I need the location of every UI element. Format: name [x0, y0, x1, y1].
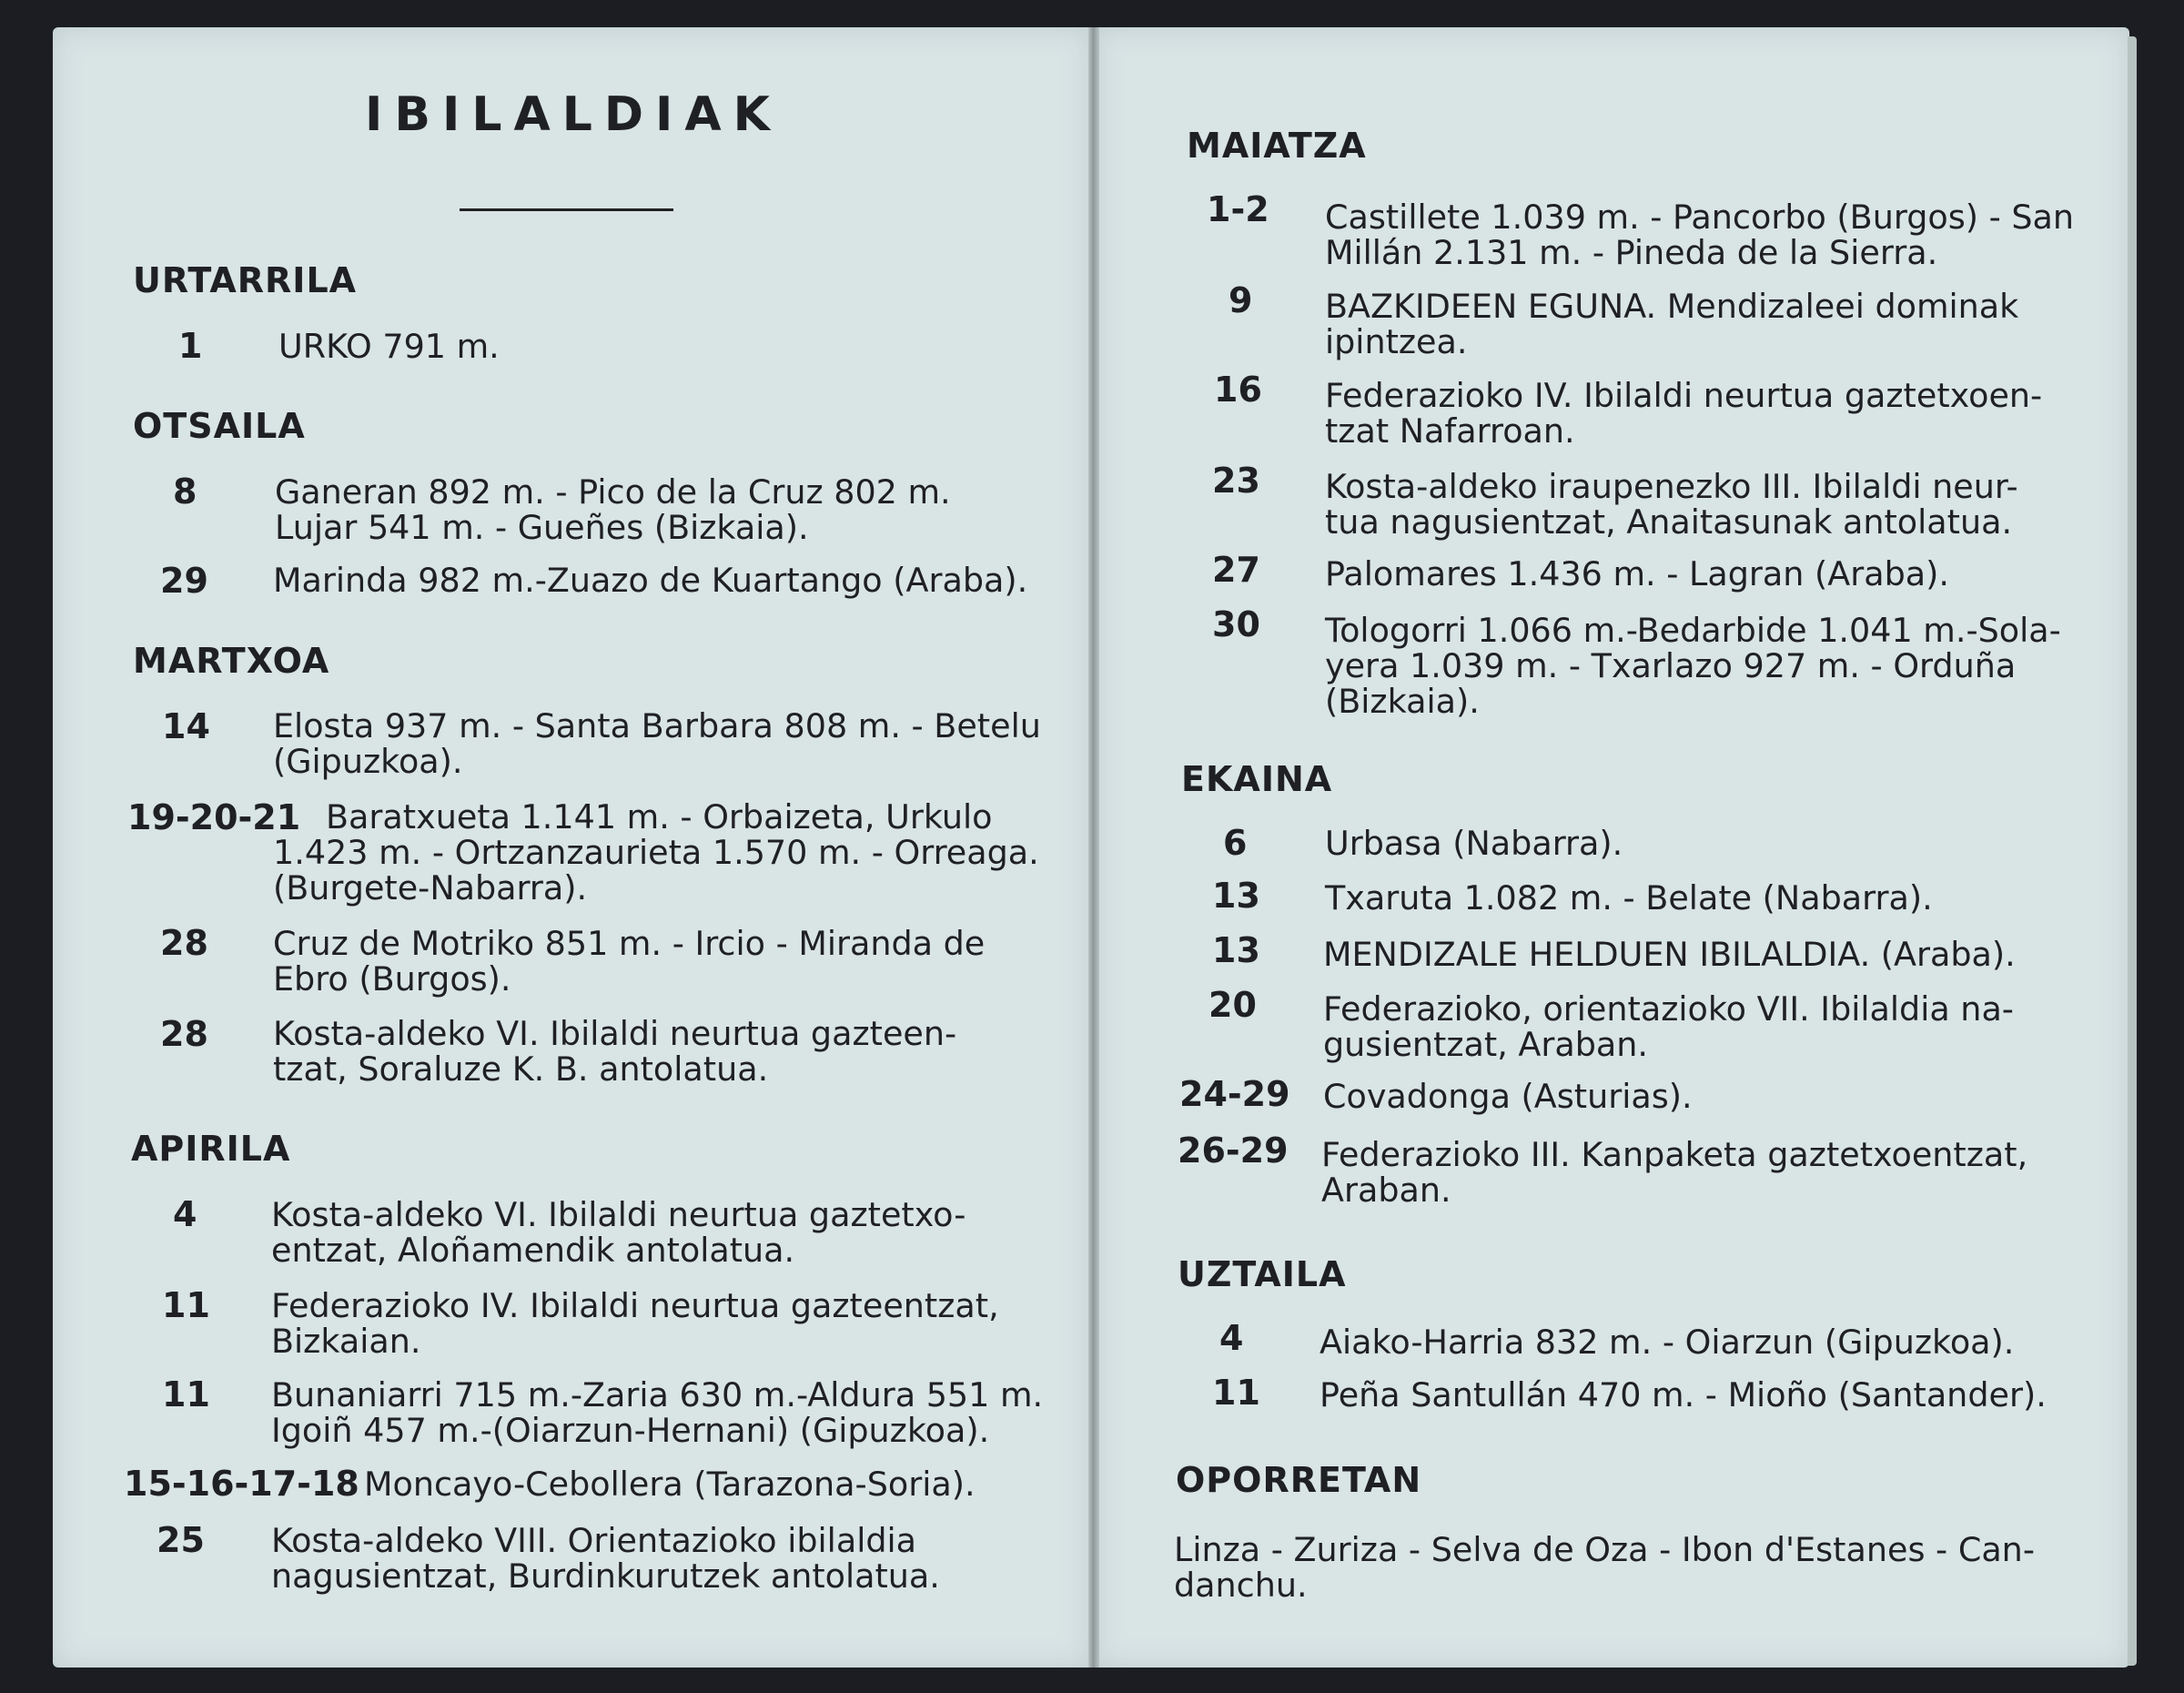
event-text: BAZKIDEEN EGUNA. Mendizaleei dominak [1325, 287, 2019, 326]
event-text: Elosta 937 m. - Santa Barbara 808 m. - Betelu [273, 706, 1041, 745]
month-heading-maiatza: MAIATZA [1187, 126, 1367, 166]
month-heading-martxoa: MARTXOA [133, 641, 330, 681]
event-date: 4 [173, 1194, 197, 1234]
month-heading-otsaila: OTSAILA [133, 406, 306, 446]
event-date: 11 [1212, 1373, 1260, 1413]
event-text: danchu. [1174, 1566, 1308, 1605]
event-text: Federazioko, orientazioko VII. Ibilaldia na- [1323, 989, 2014, 1029]
event-date: 20 [1208, 985, 1257, 1025]
event-text: Federazioko IV. Ibilaldi neurtua gaztetxoen- [1325, 376, 2043, 415]
event-text: Cruz de Motriko 851 m. - Ircio - Miranda de [273, 924, 986, 963]
event-text: Marinda 982 m.-Zuazo de Kuartango (Araba). [273, 561, 1028, 600]
event-text: Kosta-aldeko VI. Ibilaldi neurtua gaztetxo- [271, 1195, 966, 1234]
page-title: IBILALDIAK [365, 87, 782, 142]
event-text: 1.423 m. - Ortzanzaurieta 1.570 m. - Orreaga. [273, 833, 1039, 872]
event-date: 26-29 [1178, 1130, 1289, 1171]
event-text: Covadonga (Asturias). [1323, 1077, 1693, 1116]
event-text: Araban. [1321, 1171, 1451, 1210]
event-text: tzat, Soraluze K. B. antolatua. [273, 1049, 769, 1089]
event-date: 13 [1212, 930, 1260, 970]
event-date: 15-16-17-18 [124, 1464, 359, 1504]
event-text: Kosta-aldeko VI. Ibilaldi neurtua gazteen- [273, 1014, 957, 1053]
event-text: Urbasa (Nabarra). [1325, 824, 1623, 863]
event-date: 9 [1228, 280, 1253, 320]
event-date: 8 [173, 471, 197, 512]
event-date: 28 [160, 923, 208, 963]
event-text: Millán 2.131 m. - Pineda de la Sierra. [1325, 233, 1938, 272]
event-text: Tologorri 1.066 m.-Bedarbide 1.041 m.-Sola- [1325, 611, 2061, 650]
event-date: 24-29 [1179, 1074, 1290, 1114]
event-date: 6 [1223, 823, 1248, 863]
page-edge [2128, 36, 2137, 1666]
section-heading-oporretan: OPORRETAN [1176, 1460, 1422, 1500]
event-text: Kosta-aldeko iraupenezko III. Ibilaldi neur- [1325, 467, 2018, 506]
event-text: Aiako-Harria 832 m. - Oiarzun (Gipuzkoa). [1320, 1323, 2015, 1362]
event-text: Kosta-aldeko VIII. Orientazioko ibilaldia [271, 1521, 917, 1560]
event-text: URKO 791 m. [278, 327, 500, 366]
book-spine [1088, 27, 1099, 1668]
event-text: nagusientzat, Burdinkurutzek antolatua. [271, 1556, 940, 1596]
event-text: Bunaniarri 715 m.-Zaria 630 m.-Aldura 551 m. [271, 1375, 1044, 1414]
event-date: 1-2 [1207, 189, 1269, 229]
event-text: (Gipuzkoa). [273, 742, 463, 781]
event-text: (Burgete-Nabarra). [273, 868, 588, 907]
event-text: tzat Nafarroan. [1325, 411, 1575, 451]
event-text: gusientzat, Araban. [1323, 1025, 1649, 1064]
event-text: Palomares 1.436 m. - Lagran (Araba). [1325, 554, 1949, 593]
event-text: Federazioko IV. Ibilaldi neurtua gazteentzat, [271, 1286, 999, 1325]
event-date: 23 [1212, 461, 1260, 501]
event-text: yera 1.039 m. - Txarlazo 927 m. - Orduña [1325, 646, 2017, 685]
month-heading-uztaila: UZTAILA [1178, 1254, 1347, 1294]
event-date: 11 [162, 1285, 210, 1325]
event-date: 19-20-21 [127, 797, 301, 837]
event-date: 1 [178, 326, 203, 366]
event-date: 4 [1219, 1318, 1244, 1358]
event-text: Ganeran 892 m. - Pico de la Cruz 802 m. [275, 472, 951, 512]
event-text: Lujar 541 m. - Gueñes (Bizkaia). [275, 508, 809, 547]
event-text: Moncayo-Cebollera (Tarazona-Soria). [364, 1465, 976, 1504]
event-text: Federazioko III. Kanpaketa gaztetxoentzat, [1321, 1135, 2028, 1174]
event-text: Ebro (Burgos). [273, 959, 511, 999]
event-date: 30 [1212, 604, 1260, 644]
month-heading-urtarrila: URTARRILA [133, 260, 358, 300]
event-text: Baratxueta 1.141 m. - Orbaizeta, Urkulo [326, 797, 993, 836]
event-text: Peña Santullán 470 m. - Mioño (Santander). [1320, 1375, 2047, 1414]
title-underline [460, 208, 673, 211]
event-date: 29 [160, 561, 208, 601]
event-date: 28 [160, 1014, 208, 1054]
event-date: 14 [162, 706, 210, 746]
event-text: Txaruta 1.082 m. - Belate (Nabarra). [1325, 878, 1933, 917]
event-text: Igoiñ 457 m.-(Oiarzun-Hernani) (Gipuzkoa). [271, 1411, 990, 1450]
event-date: 25 [157, 1520, 205, 1560]
event-text: entzat, Aloñamendik antolatua. [271, 1231, 795, 1270]
event-date: 16 [1214, 370, 1262, 410]
event-text: Castillete 1.039 m. - Pancorbo (Burgos) - San [1325, 198, 2075, 237]
month-heading-apirila: APIRILA [131, 1129, 291, 1169]
event-text: Linza - Zuriza - Selva de Oza - Ibon d'Estanes - Can- [1174, 1530, 2035, 1569]
event-text: ipintzea. [1325, 322, 1468, 361]
event-text: Bizkaian. [271, 1322, 421, 1361]
month-heading-ekaina: EKAINA [1181, 759, 1333, 799]
event-date: 11 [162, 1374, 210, 1414]
event-date: 27 [1212, 550, 1260, 590]
event-text: (Bizkaia). [1325, 682, 1480, 721]
event-date: 13 [1212, 876, 1260, 916]
event-text: tua nagusientzat, Anaitasunak antolatua. [1325, 502, 2013, 542]
event-text: MENDIZALE HELDUEN IBILALDIA. (Araba). [1323, 935, 2016, 974]
